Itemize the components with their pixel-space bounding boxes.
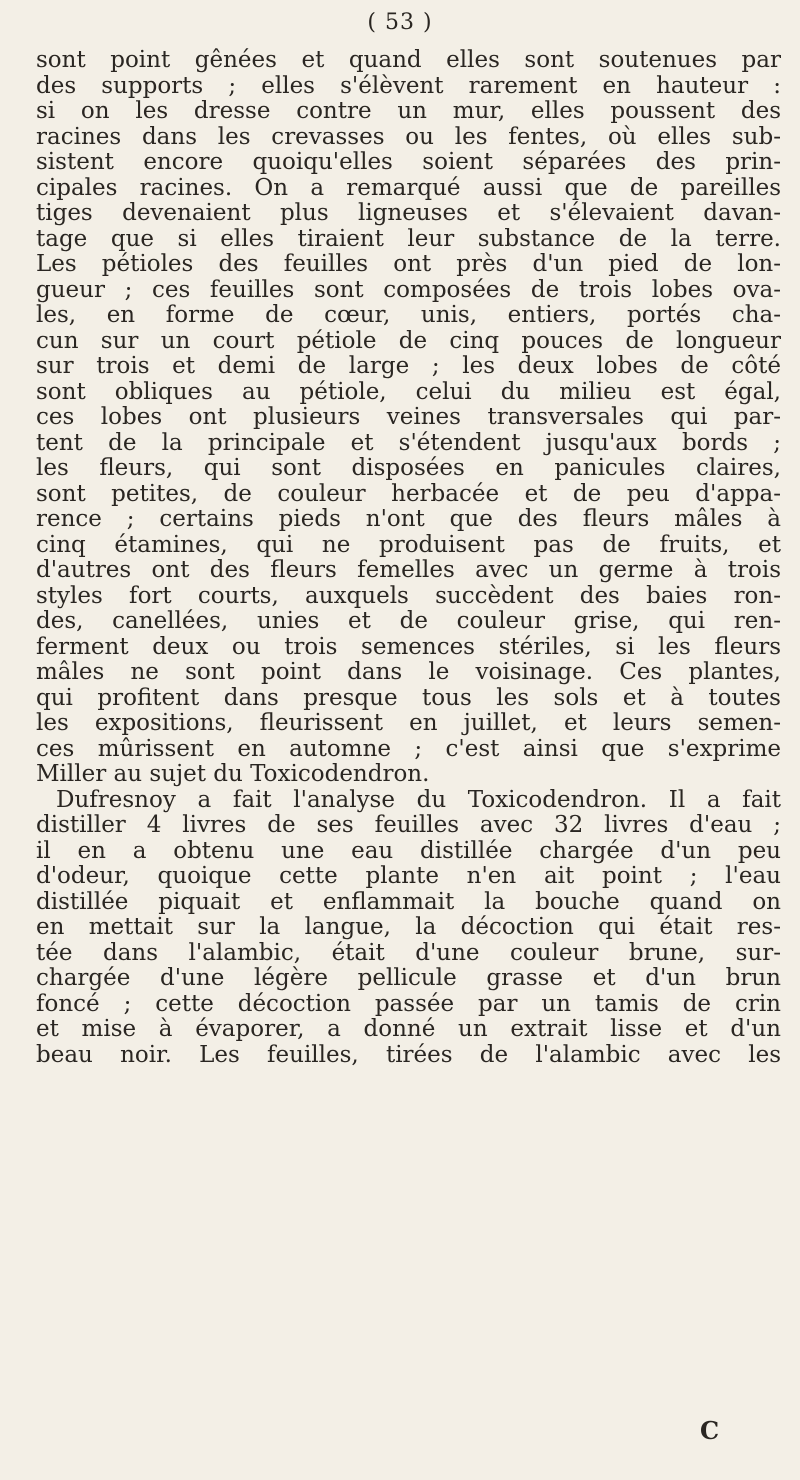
- text-line: mâles ne sont point dans le voisinage. Ces plantes,: [36, 660, 781, 685]
- page-number: ( 53 ): [367, 10, 433, 35]
- text-line: styles fort courts, auxquels succèdent des baies ron-: [36, 583, 781, 609]
- text-line: sont point gênées et quand elles sont soutenues par: [36, 48, 781, 73]
- text-line: foncé ; cette décoction passée par un tamis de crin: [36, 991, 781, 1017]
- text-line: sistent encore quoiqu'elles soient séparées des prin-: [36, 150, 781, 175]
- body-text: [36, 48, 781, 1068]
- text-line: beau noir. Les feuilles, tirées de l'alambic avec les: [36, 1042, 781, 1068]
- text-line: tée dans l'alambic, était d'une couleur brune, sur-: [36, 940, 781, 966]
- text-line: ces mûrissent en automne ; c'est ainsi que s'exprime: [36, 736, 781, 762]
- text-line: tage que si elles tiraient leur substance de la terre.: [36, 226, 781, 252]
- text-line: cipales racines. On a remarqué aussi que de pareilles: [36, 175, 781, 201]
- text-line: les, en forme de cœur, unis, entiers, portés cha-: [36, 303, 781, 328]
- text-line: si on les dresse contre un mur, elles poussent des: [36, 99, 781, 124]
- signature-mark: C: [700, 1416, 720, 1445]
- text-line: Dufresnoy a fait l'analyse du Toxicodendron. Il a fait: [56, 787, 781, 813]
- text-line: des, canellées, unies et de couleur grise, qui ren-: [36, 609, 781, 634]
- text-line: tiges devenaient plus ligneuses et s'élevaient davan-: [36, 201, 781, 226]
- text-line: sont petites, de couleur herbacée et de peu d'appa-: [36, 481, 781, 507]
- text-line: cinq étamines, qui ne produisent pas de fruits, et: [36, 532, 781, 558]
- text-line: cun sur un court pétiole de cinq pouces de longueur: [36, 328, 781, 354]
- text-line: ferment deux ou trois semences stériles, si les fleurs: [36, 634, 781, 660]
- text-line: en mettait sur la langue, la décoction qui était res-: [36, 915, 781, 940]
- text-line: ces lobes ont plusieurs veines transversales qui par-: [36, 405, 781, 430]
- text-line: les expositions, fleurissent en juillet, et leurs semen-: [36, 711, 781, 736]
- text-line: d'autres ont des fleurs femelles avec un germe à trois: [36, 558, 781, 583]
- text-line: il en a obtenu une eau distillée chargée d'un peu: [36, 838, 781, 864]
- text-line: gueur ; ces feuilles sont composées de trois lobes ova-: [36, 277, 781, 303]
- text-line: des supports ; elles s'élèvent rarement en hauteur :: [36, 73, 781, 99]
- text-line: d'odeur, quoique cette plante n'en ait point ; l'eau: [36, 864, 781, 889]
- text-line: Miller au sujet du Toxicodendron.: [36, 762, 430, 787]
- text-line: et mise à évaporer, a donné un extrait lisse et d'un: [36, 1017, 781, 1042]
- text-line: chargée d'une légère pellicule grasse et d'un brun: [36, 966, 781, 991]
- text-line: Les pétioles des feuilles ont près d'un pied de lon-: [36, 252, 781, 277]
- text-line: sont obliques au pétiole, celui du milieu est égal,: [36, 379, 781, 405]
- text-line: racines dans les crevasses ou les fentes, où elles sub-: [36, 124, 781, 150]
- text-line: les fleurs, qui sont disposées en panicules claires,: [36, 456, 781, 481]
- text-line: distiller 4 livres de ses feuilles avec 32 livres d'eau ;: [36, 813, 781, 838]
- text-line: rence ; certains pieds n'ont que des fleurs mâles à: [36, 507, 781, 532]
- text-line: sur trois et demi de large ; les deux lobes de côté: [36, 354, 781, 379]
- text-line: qui profitent dans presque tous les sols et à toutes: [36, 685, 781, 711]
- text-line: tent de la principale et s'étendent jusqu'aux bords ;: [36, 430, 781, 456]
- text-line: distillée piquait et enflammait la bouche quand on: [36, 889, 781, 915]
